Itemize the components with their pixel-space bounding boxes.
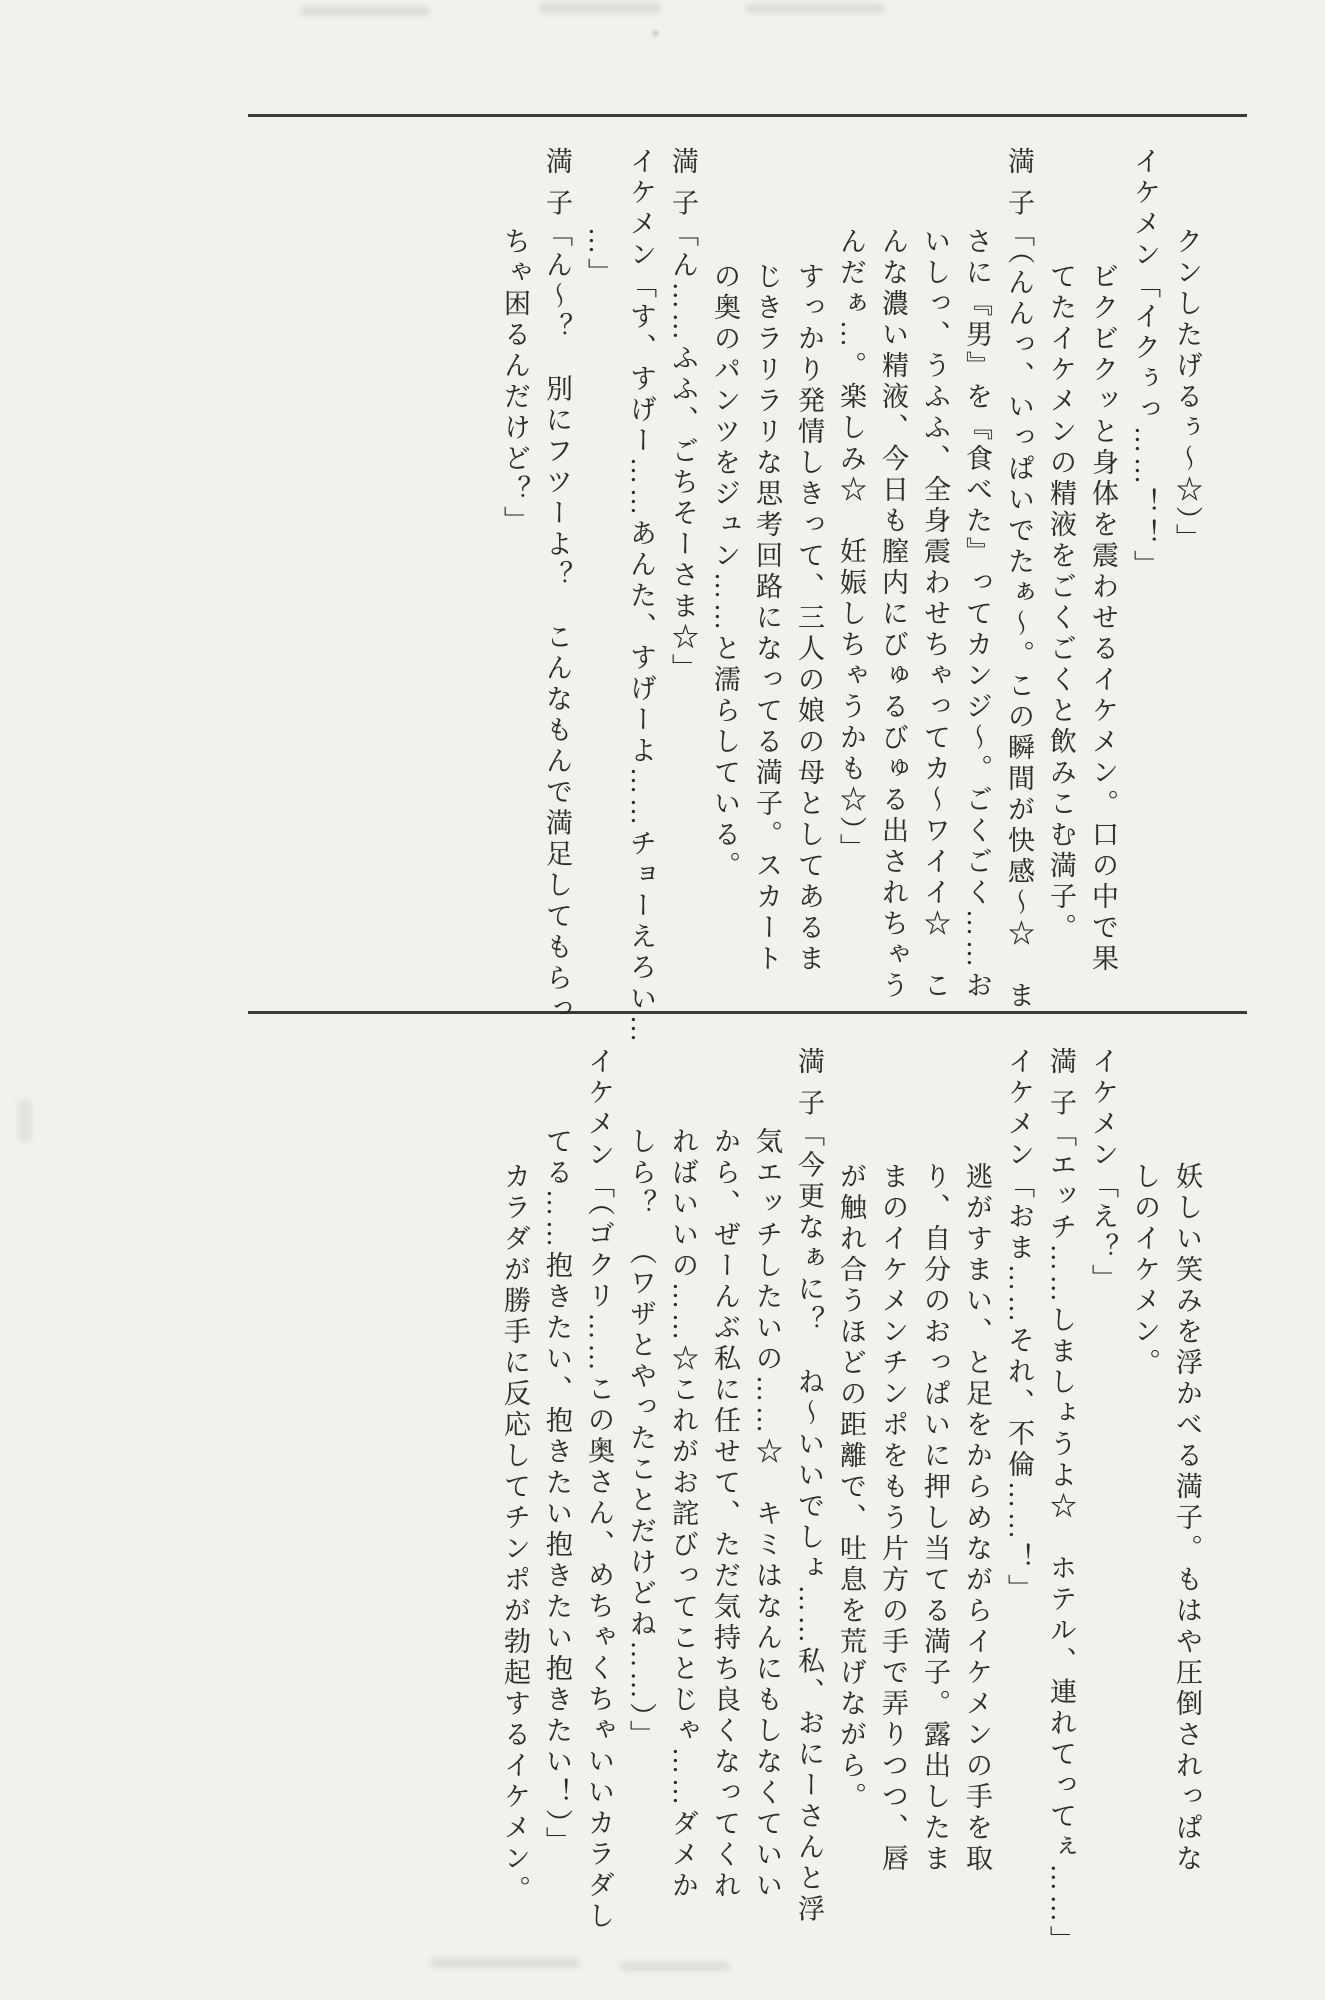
text-column: んな濃い精液、今日も膣内にびゅるびゅる出されちゃう bbox=[878, 227, 908, 1002]
scan-artifact bbox=[18, 1100, 32, 1142]
text-column: ればいいの……☆これがお詫びってことじゃ……ダメか bbox=[668, 1127, 698, 1902]
scan-artifact bbox=[430, 1958, 580, 1968]
scan-artifact bbox=[620, 1962, 730, 1971]
text-column: 妖しい笑みを浮かべる満子。もはや圧倒されっぱな bbox=[1172, 1162, 1202, 1875]
text-column: …」 bbox=[584, 227, 614, 289]
text-column: てたイケメンの精液をごくごくと飲みこむ満子。 bbox=[1046, 262, 1076, 944]
text-column: イケメン「おま……それ、不倫……！」 bbox=[1004, 1047, 1034, 1605]
text-column: ちゃ困るんだけど？」 bbox=[500, 227, 530, 537]
text-column: まのイケメンチンポをもう片方の手で弄りつつ、唇 bbox=[878, 1162, 908, 1875]
text-column: 満 子「ん～？ 別にフツーよ？ こんなもんで満足してもらっ bbox=[542, 147, 572, 1026]
text-column: の奥のパンツをジュン……と濡らしている。 bbox=[710, 262, 740, 882]
text-column: 満 子「エッチ……しましょうよ☆ ホテル、連れてってぇ……」 bbox=[1046, 1047, 1076, 1957]
text-column: が触れ合うほどの距離で、吐息を荒げながら。 bbox=[836, 1162, 866, 1813]
text-column: カラダが勝手に反応してチンポが勃起するイケメン。 bbox=[500, 1162, 530, 1906]
text-column: クンしたげるぅ～☆）」 bbox=[1172, 227, 1202, 555]
section-divider-rule bbox=[248, 114, 1247, 117]
text-column: しら？ （ワザとやったことだけどね……）」 bbox=[626, 1127, 656, 1751]
scan-artifact bbox=[652, 30, 659, 37]
text-column: から、ぜーんぶ私に任せて、ただ気持ち良くなってくれ bbox=[710, 1127, 740, 1902]
scan-artifact bbox=[745, 4, 885, 13]
text-column: さに『男』を『食べた』ってカンジ～。ごくごく……お bbox=[962, 227, 992, 1002]
text-column: 満 子「ん……ふふ、ごちそーさま☆」 bbox=[668, 147, 698, 685]
text-column: すっかり発情しきって、三人の娘の母としてあるま bbox=[794, 262, 824, 975]
text-column: 逃がすまい、と足をからめながらイケメンの手を取 bbox=[962, 1162, 992, 1875]
text-column: じきラリラリな思考回路になってる満子。スカート bbox=[752, 262, 782, 975]
text-column: 気エッチしたいの……☆ キミはなんにもしなくていい bbox=[752, 1127, 782, 1902]
text-column: 満 子「今更なぁに？ ね～いいでしょ……私、おにーさんと浮 bbox=[794, 1047, 824, 1926]
text-column: 満 子「（んんっ、いっぱいでたぁ～。この瞬間が快感～☆ ま bbox=[1004, 147, 1034, 1013]
text-column: ビクビクッと身体を震わせるイケメン。口の中で果 bbox=[1088, 262, 1118, 975]
text-column: てる……抱きたい、抱きたい抱きたい抱きたい！）」 bbox=[542, 1127, 572, 1858]
script-block-scene-1 bbox=[488, 147, 1214, 1046]
text-column: イケメン「す、すげー……あんた、すげーよ……チョーえろい… bbox=[626, 147, 656, 1046]
script-block-scene-2 bbox=[488, 1047, 1214, 1957]
text-column: イケメン「（ゴクリ……この奥さん、めちゃくちゃいいカラダし bbox=[584, 1047, 614, 1933]
scan-artifact bbox=[300, 6, 430, 16]
text-column: しのイケメン。 bbox=[1130, 1162, 1160, 1379]
text-column: イケメン「え？」 bbox=[1088, 1047, 1118, 1295]
text-column: いしっ、うふふ、全身震わせちゃってカ～ワイイ☆ こ bbox=[920, 227, 950, 1002]
text-column: んだぁ…。楽しみ☆ 妊娠しちゃうかも☆）」 bbox=[836, 227, 866, 865]
text-column: り、自分のおっぱいに押し当てる満子。露出したま bbox=[920, 1162, 950, 1875]
scan-artifact bbox=[540, 2, 660, 14]
text-column: イケメン「イクぅっ……！！」 bbox=[1130, 147, 1160, 581]
